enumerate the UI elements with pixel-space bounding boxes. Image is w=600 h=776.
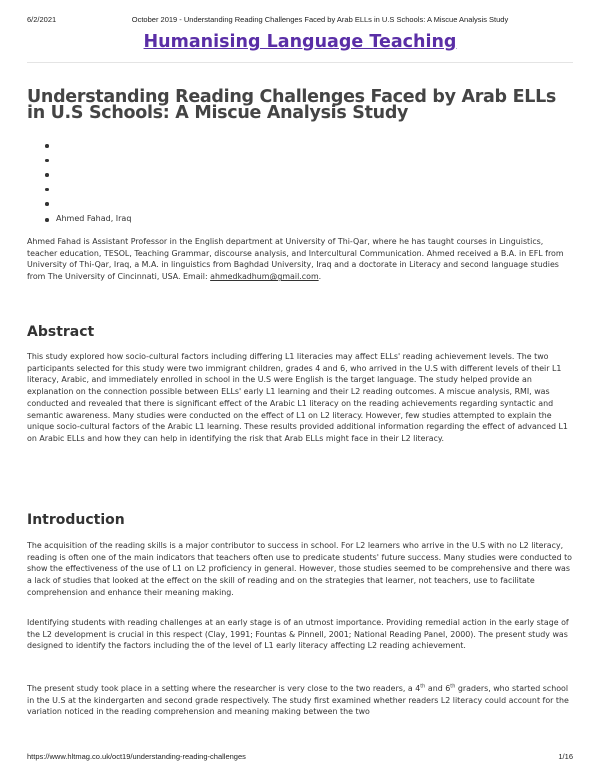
- bullet-icon: [45, 202, 49, 206]
- intro-p3-part-c: graders, who started school in the U.S at the kindergarten and second grade respectively. The study first examined whether readers L2 literacy could account for the variation noticed in the reading comprehension and meaning making between the two: [27, 684, 569, 717]
- author-bio-end: .: [318, 272, 322, 282]
- site-title: [0, 32, 600, 52]
- print-date: 6/2/2021: [27, 15, 57, 24]
- print-footer: [27, 752, 573, 761]
- site-title-link[interactable]: Humanising Language Teaching: [143, 32, 457, 52]
- print-page-title: October 2019 - Understanding Reading Challenges Faced by Arab ELLs in U.S Schools: A Miscue Analysis Study: [131, 15, 509, 24]
- page-number: 1/16: [558, 752, 573, 761]
- intro-p3-part-b: and 6: [425, 684, 451, 693]
- intro-paragraph-2: Identifying students with reading challenges at an early stage is of an utmost importance. Providing remedial action in the early stage of the L2 development is crucial in this respect (Clay, 1991; Fountas & Pinnell, 2001; National Reading Panel, 2000). The present study was designed to identify the factors including the of the level of L1 early literacy affecting L2 reading achievement.: [27, 618, 569, 651]
- header-divider: [27, 62, 573, 63]
- abstract-paragraph: This study explored how socio-cultural factors including differing L1 literacies may affect ELLs' reading achievement levels. The two participants selected for this study were two immigrant children, grades 4 and 6, who arrived in the U.S with different levels of their L1 literacy, Arabic, and immediately enrolled in school in the U.S were English is the target language. The study helped provide an explanation on the connection possible between ELLs' early L1 learning and their L2 reading outcomes. A miscue analysis, RMI, was conducted and revealed that there is significant effect of the Arabic L1 literacy on the reading achievements regarding syntactic and semantic awareness. Many studies were conducted on the effect of L1 on L2 literacy. However, few studies attempted to explain the unique socio-cultural factors of the Arabic L1 learning. These results provided additional information regarding the effect of advanced L1 on Arabic ELLs and how they can help in identifying the risk that Arab ELLs might face in their L2 literacy.: [27, 352, 568, 443]
- abstract-heading: Abstract: [27, 324, 95, 340]
- intro-paragraph-3: [27, 683, 575, 718]
- author-name: Ahmed Fahad, Iraq: [56, 214, 132, 223]
- ordinal-suffix: th: [420, 683, 426, 690]
- intro-p3-part-a: The present study took place in a setting where the researcher is very close to the two readers, a 4: [27, 684, 421, 693]
- bullet-icon: [45, 188, 49, 192]
- author-bio-text: Ahmed Fahad is Assistant Professor in the English department at University of Thi-Qar, where he has taught courses in Linguistics, teacher education, TESOL, Teaching Grammar, discourse analysis, and Intercultural Communication. Ahmed received a B.A. in EFL from University of Thi-Qar, Iraq, a M.A. in linguistics from Baghdad University, Iraq and a doctorate in Literacy and second language studies from The University of Cincinnati, USA. Email:: [27, 237, 564, 282]
- bullet-icon: [45, 159, 49, 163]
- author-list-item: [45, 214, 131, 223]
- bullet-icon: [45, 173, 49, 177]
- article-title: Understanding Reading Challenges Faced by Arab ELLs in U.S Schools: A Miscue Analysis Study: [27, 87, 557, 123]
- author-bio: [27, 236, 575, 283]
- introduction-heading: Introduction: [27, 512, 125, 528]
- intro-paragraph-1: The acquisition of the reading skills is a major contributor to success in school. For L2 learners who arrive in the U.S with no L2 literacy, reading is often one of the main indicators that teachers often use to predicate students' future success. Many studies were conducted to show the effectiveness of the use of L1 on L2 proficiency in general. However, those studies seemed to be comprehensive and there was a lack of studies that looked at the effect on the skill of reading and on the strategies that learner, not teachers, use to facilitate comprehension and enhance their meaning making.: [27, 541, 573, 597]
- bullet-icon: [45, 218, 49, 222]
- bullet-icon: [45, 144, 49, 148]
- ordinal-suffix: th: [450, 683, 456, 690]
- author-email-link[interactable]: ahmedkadhum@gmail.com: [210, 272, 319, 282]
- print-url: https://www.hltmag.co.uk/oct19/understanding-reading-challenges: [27, 752, 246, 761]
